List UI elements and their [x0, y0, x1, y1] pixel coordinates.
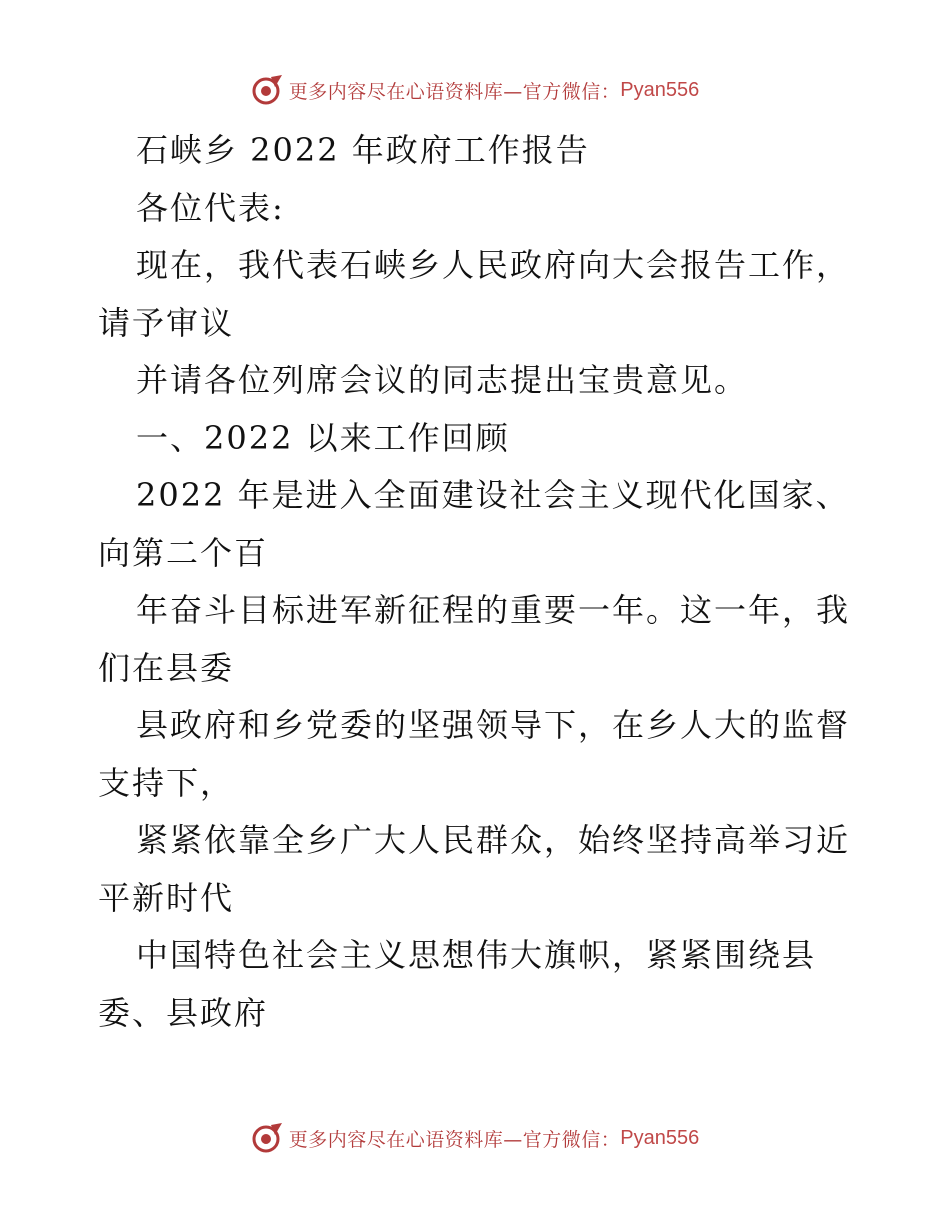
- banner-text: 更多内容尽在心语资料库—官方微信：: [288, 1128, 621, 1151]
- brand-logo-icon: [251, 73, 285, 107]
- banner-wechat-id: Pyan556: [620, 1126, 700, 1149]
- banner-text: 更多内容尽在心语资料库—官方微信：: [288, 80, 621, 103]
- banner-wechat-id: Pyan556: [620, 78, 700, 101]
- text-line: 平新时代: [98, 878, 235, 917]
- header-banner: [0, 70, 950, 110]
- text-line: 紧紧依靠全乡广大人民群众，始终坚持高举习近: [136, 821, 851, 859]
- footer-banner: [0, 1118, 950, 1158]
- text-line: 各位代表:: [136, 188, 285, 227]
- text-line: 县政府和乡党委的坚强领导下，在乡人大的监督: [136, 706, 851, 744]
- text-line: 支持下，: [98, 763, 235, 802]
- document-body: [98, 122, 858, 1042]
- text-line: 向第二个百: [98, 533, 269, 572]
- text-line: 石峡乡 2022 年政府工作报告: [136, 131, 590, 169]
- text-line: 2022 年是进入全面建设社会主义现代化国家、: [136, 476, 850, 514]
- text-line: 年奋斗目标进军新征程的重要一年。这一年，我: [136, 591, 851, 629]
- text-line: 现在，我代表石峡乡人民政府向大会报告工作，: [136, 246, 851, 284]
- brand-logo-icon: [251, 1121, 285, 1155]
- text-line: 请予审议: [98, 303, 235, 342]
- text-line: 们在县委: [98, 648, 235, 687]
- text-line: 并请各位列席会议的同志提出宝贵意见。: [136, 361, 749, 399]
- text-line: 中国特色社会主义思想伟大旗帜，紧紧围绕县: [136, 936, 817, 974]
- text-line: 一、2022 以来工作回顾: [136, 418, 510, 457]
- text-line: 委、县政府: [98, 993, 269, 1032]
